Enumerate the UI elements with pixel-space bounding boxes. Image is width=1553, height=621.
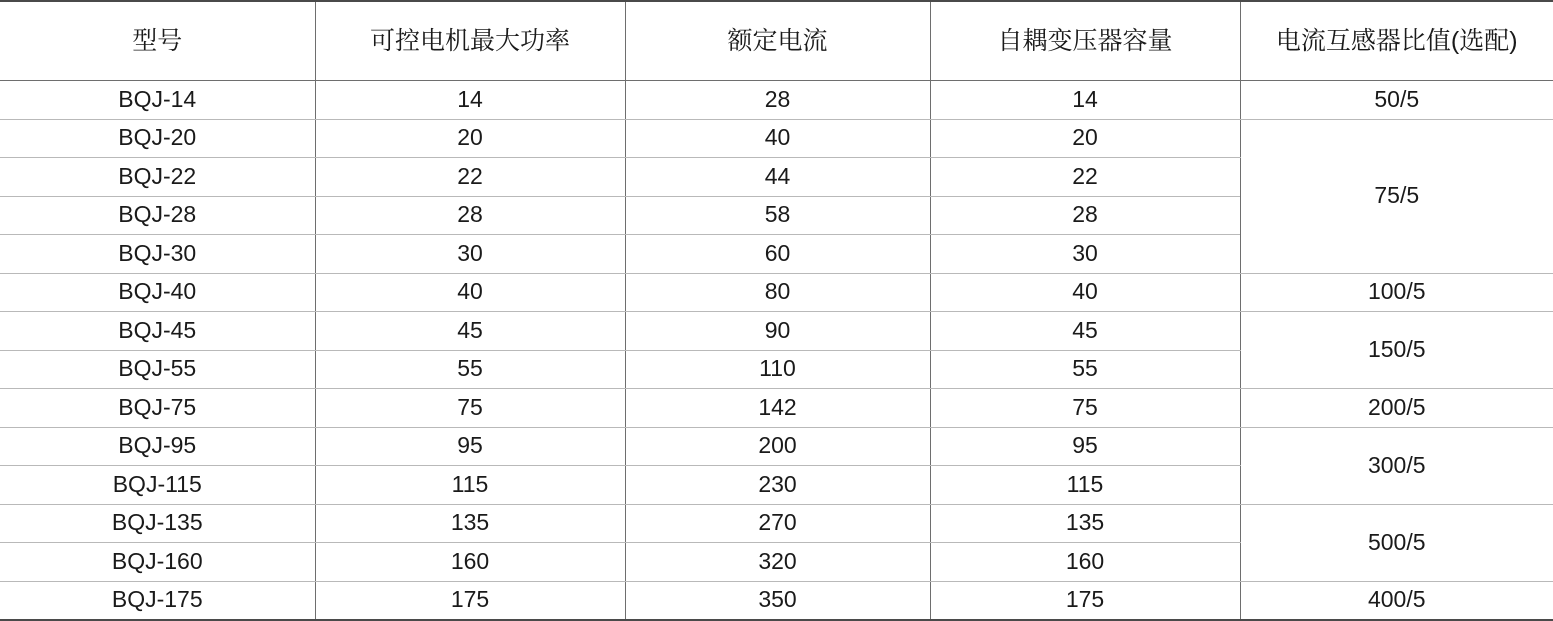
cell-model: BQJ-160 xyxy=(0,543,315,582)
cell-ct-ratio: 150/5 xyxy=(1240,312,1553,389)
cell-transformer-capacity: 115 xyxy=(930,466,1240,505)
cell-max-power: 55 xyxy=(315,350,625,389)
cell-transformer-capacity: 75 xyxy=(930,389,1240,428)
cell-transformer-capacity: 30 xyxy=(930,235,1240,274)
cell-rated-current: 60 xyxy=(625,235,930,274)
cell-rated-current: 44 xyxy=(625,158,930,197)
table-row xyxy=(0,389,1553,428)
cell-rated-current: 28 xyxy=(625,81,930,120)
table-row xyxy=(0,81,1553,120)
cell-transformer-capacity: 135 xyxy=(930,504,1240,543)
cell-ct-ratio: 500/5 xyxy=(1240,504,1553,581)
cell-model: BQJ-75 xyxy=(0,389,315,428)
cell-transformer-capacity: 28 xyxy=(930,196,1240,235)
table-row xyxy=(0,427,1553,466)
cell-transformer-capacity: 20 xyxy=(930,119,1240,158)
cell-model: BQJ-40 xyxy=(0,273,315,312)
column-header-transformer-capacity: 自耦变压器容量 xyxy=(930,1,1240,81)
cell-model: BQJ-135 xyxy=(0,504,315,543)
cell-transformer-capacity: 160 xyxy=(930,543,1240,582)
cell-transformer-capacity: 175 xyxy=(930,581,1240,620)
cell-max-power: 45 xyxy=(315,312,625,351)
cell-rated-current: 230 xyxy=(625,466,930,505)
table-row xyxy=(0,119,1553,158)
cell-rated-current: 200 xyxy=(625,427,930,466)
table-row xyxy=(0,273,1553,312)
cell-model: BQJ-22 xyxy=(0,158,315,197)
cell-model: BQJ-20 xyxy=(0,119,315,158)
cell-model: BQJ-30 xyxy=(0,235,315,274)
cell-ct-ratio: 100/5 xyxy=(1240,273,1553,312)
cell-model: BQJ-175 xyxy=(0,581,315,620)
cell-max-power: 135 xyxy=(315,504,625,543)
column-header-max-power: 可控电机最大功率 xyxy=(315,1,625,81)
cell-transformer-capacity: 95 xyxy=(930,427,1240,466)
cell-max-power: 22 xyxy=(315,158,625,197)
cell-model: BQJ-28 xyxy=(0,196,315,235)
cell-transformer-capacity: 14 xyxy=(930,81,1240,120)
cell-ct-ratio: 400/5 xyxy=(1240,581,1553,620)
column-header-ct-ratio: 电流互感器比值(选配) xyxy=(1240,1,1553,81)
table-body xyxy=(0,81,1553,621)
cell-rated-current: 58 xyxy=(625,196,930,235)
cell-max-power: 28 xyxy=(315,196,625,235)
cell-rated-current: 40 xyxy=(625,119,930,158)
cell-rated-current: 90 xyxy=(625,312,930,351)
cell-max-power: 20 xyxy=(315,119,625,158)
cell-transformer-capacity: 40 xyxy=(930,273,1240,312)
cell-max-power: 75 xyxy=(315,389,625,428)
table-header-row xyxy=(0,1,1553,81)
cell-ct-ratio: 200/5 xyxy=(1240,389,1553,428)
cell-model: BQJ-14 xyxy=(0,81,315,120)
table-row xyxy=(0,312,1553,351)
cell-model: BQJ-55 xyxy=(0,350,315,389)
cell-rated-current: 350 xyxy=(625,581,930,620)
cell-max-power: 14 xyxy=(315,81,625,120)
cell-rated-current: 320 xyxy=(625,543,930,582)
cell-max-power: 95 xyxy=(315,427,625,466)
cell-max-power: 175 xyxy=(315,581,625,620)
cell-ct-ratio: 50/5 xyxy=(1240,81,1553,120)
cell-max-power: 115 xyxy=(315,466,625,505)
table-row xyxy=(0,581,1553,620)
cell-rated-current: 270 xyxy=(625,504,930,543)
cell-transformer-capacity: 55 xyxy=(930,350,1240,389)
cell-model: BQJ-95 xyxy=(0,427,315,466)
cell-model: BQJ-115 xyxy=(0,466,315,505)
column-header-model: 型号 xyxy=(0,1,315,81)
cell-max-power: 160 xyxy=(315,543,625,582)
cell-transformer-capacity: 45 xyxy=(930,312,1240,351)
cell-rated-current: 142 xyxy=(625,389,930,428)
cell-max-power: 40 xyxy=(315,273,625,312)
table-row xyxy=(0,504,1553,543)
cell-transformer-capacity: 22 xyxy=(930,158,1240,197)
column-header-rated-current: 额定电流 xyxy=(625,1,930,81)
cell-ct-ratio: 300/5 xyxy=(1240,427,1553,504)
cell-rated-current: 80 xyxy=(625,273,930,312)
table-header xyxy=(0,1,1553,81)
cell-rated-current: 110 xyxy=(625,350,930,389)
cell-max-power: 30 xyxy=(315,235,625,274)
cell-ct-ratio: 75/5 xyxy=(1240,119,1553,273)
cell-model: BQJ-45 xyxy=(0,312,315,351)
